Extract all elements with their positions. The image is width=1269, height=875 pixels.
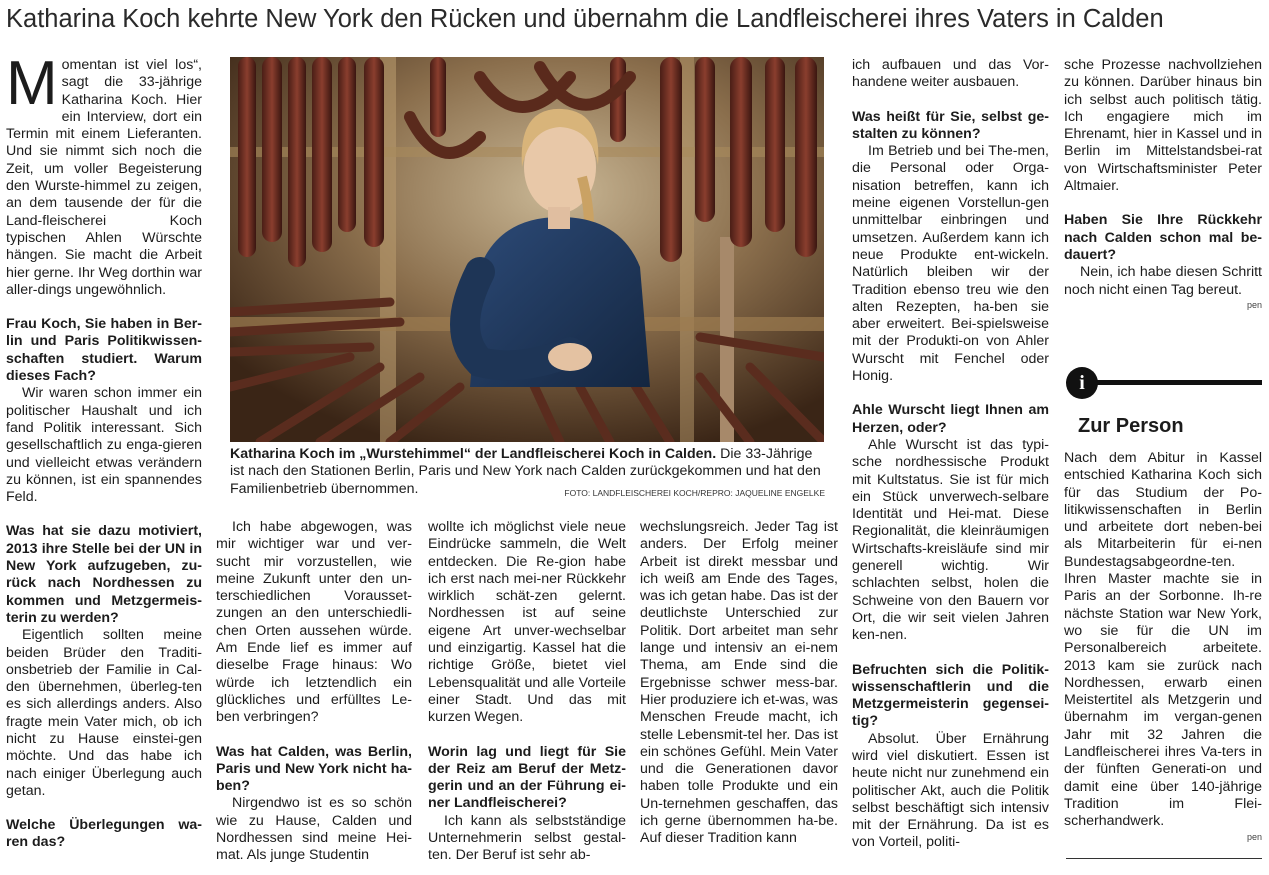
article-photo <box>230 57 824 442</box>
info-signature: pen <box>1246 831 1262 842</box>
question-4: Was hat Calden, was Berlin, Paris und New York nicht ha-ben? <box>216 743 412 795</box>
article-column-6 <box>1064 57 1262 311</box>
article-column-4 <box>640 519 838 848</box>
answer-9: Nein, ich habe diesen Schritt noch nicht einen Tag bereut. <box>1064 264 1262 298</box>
question-1: Frau Koch, Sie haben in Ber-lin und Paris Politikwissen-schaften studiert. Warum dieses Fach? <box>6 316 202 385</box>
answer-2: Eigentlich sollten meine beiden Brüder den Traditi-onsbetrieb der Familie in Cal-den übernehmen, überleg-ten es sich allerdings anders. Also fragte mein Vater mich, ob ich nicht zu Hause einstei-gen möchte. Und das habe ich nach einiger Überlegung auch getan. <box>6 627 202 799</box>
question-3: Welche Überlegungen wa-ren das? <box>6 817 202 851</box>
answer-5: Ich kann als selbstständige Unternehmerin selbst gestal-ten. Der Beruf ist sehr ab- <box>428 812 626 864</box>
info-box-header <box>1066 367 1262 399</box>
answer-3: Ich habe abgewogen, was mir wichtiger war und ver-sucht mir vorzustellen, wie meine Zukunft unter den un-terschiedlichen Vorausset-zungen an den unterschiedli-chen Orten aussehen würde. Am Ende lief es immer auf dieselbe Frage hinaus: Wo würde ich letztendlich ein glückliches und erfülltes Le-ben verbringen? <box>216 519 412 726</box>
article-column-3 <box>428 519 626 865</box>
answer-1: Wir waren schon immer ein politischer Haushalt und ich fand Politik interessant. Sich gesellschaftlich zu enga-gieren und vielleicht etwas verändern zu können, ist ein spannendes Feld. <box>6 385 202 506</box>
intro-paragraph: Momentan ist viel los“, sagt die 33-jährige Katharina Koch. Hier ein Interview, dort ein Termin mit einem Lieferanten. Und sie nimmt sich noch die Zeit, um voller Begeisterung den Wurste-himmel zu zeigen, an dem tausende der für die Land-fleischerei Koch typischen Ahlen Würschte hängen. Sie macht die Arbeit hier gerne. Ihr Weg dorthin war aller-dings ungewöhnlich. <box>6 49 202 298</box>
question-6: Was heißt für Sie, selbst ge-stalten zu können? <box>852 108 1049 142</box>
article-column-2 <box>216 519 412 865</box>
answer-5-continued: wechslungsreich. Jeder Tag ist anders. Der Erfolg meiner Arbeit ist direkt messbar und ich weiß am Ende des Tages, was ich getan habe. Das ist der deutlichste Unterschied zur Politik. Dort arbeitet man sehr lange und intensiv an ei-nem Thema, am Ende sind die Ergebnisse schwer mess-bar. Hier produziere ich et-was, was Menschen Freude macht, ich stelle Lebensmit-tel her. Das ist ein schönes Gefühl. Mein Vater und die Generationen davor haben tolle Produkte und ein Un-ternehmen geschaffen, das ich gerne übernommen ha-be. Auf dieser Tradition kann <box>640 519 838 847</box>
answer-5-end: ich aufbauen und das Vor-handene weiter ausbauen. <box>852 57 1049 91</box>
headline: Katharina Koch kehrte New York den Rücken und übernahm die Landfleischerei ihres Vaters in Calden <box>6 5 1164 33</box>
info-box-title: Zur Person <box>1078 415 1184 437</box>
answer-8-continued: sche Prozesse nachvollziehen zu können. Darüber hinaus bin ich selbst auch politisch tätig. Ich engagiere mich im Ehrenamt, hier in Kassel und in Berlin im Mittelstandsbei-rat von Wirtschaftsminister Peter Altmaier. <box>1064 57 1262 195</box>
biography-paragraph: Nach dem Abitur in Kassel entschied Katharina Koch sich für das Studium der Po-litikwissenschaften in Berlin und arbeitete dort neben-bei als Mitarbeiterin für ei-nen Bundestagsabgeordne-ten. Ihren Master machte sie in Paris an der Sorbonne. Ih-re nächste Station war New York, wo sie für die UN im Personalbereich arbeitete. 2013 kam sie zurück nach Nordhessen, erwarb einen Meistertitel als Metzgerin und übernahm im vergan-genen Jahr mit 32 Jahren die Landfleischerei ihres Va-ters in der fünften Generati-on und damit eine über 140-jährige Tradition im Flei-scherhandwerk. <box>1064 450 1262 830</box>
question-5: Worin lag und liegt für Sie der Reiz am Beruf der Metz-gerin und an der Führung ei-ner Landfleischerei? <box>428 743 626 812</box>
info-icon: i <box>1079 372 1085 394</box>
answer-7: Ahle Wurscht ist das typi-sche nordhessische Produkt mit Kultstatus. Sie ist für mich ein Stück unverwech-selbare Identität und Hei-mat. Diese Regionalität, die kleinräumigen Wirtschafts-kreisläufe sind mir generell wichtig. Wir schlachten selbst, holen die Schweine von den Bauern vor Ort, die wir seit vielen Jahren ken-nen. <box>852 436 1049 644</box>
info-box-text <box>1064 450 1262 843</box>
drop-cap: M <box>6 49 58 118</box>
author-signature: pen <box>1246 299 1262 310</box>
answer-4: Nirgendwo ist es so schön wie zu Hause, Calden und Nordhessen sind meine Hei-mat. Als junge Studentin <box>216 795 412 864</box>
bottom-rule <box>1066 858 1262 859</box>
article-column-5 <box>852 57 1049 852</box>
answer-8: Absolut. Über Ernährung wird viel diskutiert. Essen ist heute nicht nur zunehmend ein politischer Akt, auch die Politik selbst beschäftigt sich intensiv mit der Ernährung. Da ist es von Vorteil, politi- <box>852 730 1049 851</box>
photo-caption <box>230 446 825 502</box>
article-column-1 <box>6 49 202 852</box>
question-8: Befruchten sich die Politik-wissenschaftlerin und die Metzgermeisterin gegensei-tig? <box>852 661 1049 730</box>
answer-4-continued: wollte ich möglichst viele neue Eindrücke sammeln, die Welt entdecken. Die Re-gion habe ich erst nach mei-ner Rückkehr wirklich schät-zen gelernt. Nordhessen ist auf seine eigene Art unver-wechselbar und einzigartig. Kassel hat die richtige Größe, bietet viel Lebensqualität und alle Vorteile einer Stadt. Und das mit kurzen Wegen. <box>428 519 626 726</box>
question-9: Haben Sie Ihre Rückkehr nach Calden schon mal be-dauert? <box>1064 212 1262 263</box>
answer-6: Im Betrieb und bei The-men, die Personal oder Orga-nisation betreffen, kann ich meine eigenen Vorstellun-gen unmittelbar einbringen und umsetzen. Außerdem kann ich neue Produkte ent-wickeln. Natürlich bleiben wir der Tradition ebenso treu wie den alten Rezepten, ha-ben sie aber erweitert. Bei-spielsweise mit der Produkti-on von Ahler Wurscht mit Fenchel oder Honig. <box>852 143 1049 385</box>
question-7: Ahle Wurscht liegt Ihnen am Herzen, oder? <box>852 402 1049 436</box>
caption-lead: Katharina Koch im „Wurstehimmel“ der Landfleischerei Koch in Calden. <box>230 446 717 462</box>
question-2: Was hat sie dazu motiviert, 2013 ihre Stelle bei der UN in New York aufzugeben, zu-rück nach Nordhessen zu kommen und Metzgermeis-terin zu werden? <box>6 523 202 626</box>
caption-text: Die 33-Jährige ist nach den Stationen Berlin, Paris und New York nach Calden zurückgekommen und hat den Familienbetrieb übernommen. <box>230 446 821 497</box>
photo-credit: FOTO: LANDFLEISCHEREI KOCH/REPRO: JAQUELINE ENGELKE <box>564 487 825 498</box>
